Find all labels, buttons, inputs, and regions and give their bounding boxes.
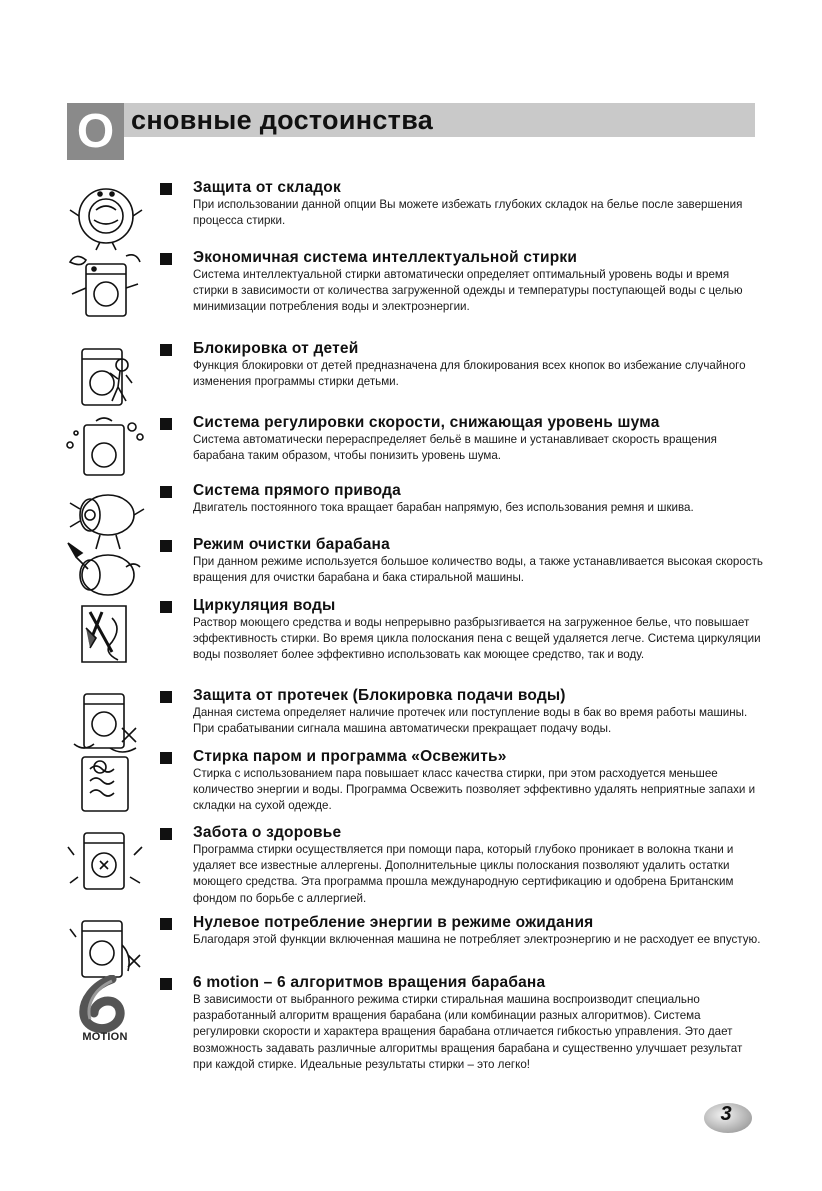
feature-description: Функция блокировки от детей предназначена для блокирования всех кнопок во избежание случайного изменения программы стирки детьми. [193, 359, 746, 389]
bullet-square [160, 253, 172, 265]
feature-title: Стирка паром и программа «Освежить» [193, 748, 507, 765]
bullet-square [160, 418, 172, 430]
health-care-icon [60, 825, 150, 897]
bullet-square [160, 828, 172, 840]
bullet-square [160, 601, 172, 613]
feature-title: Система прямого привода [193, 482, 401, 499]
water-circulation-icon [60, 598, 150, 670]
feature-description: Система автоматически перераспределяет бельё в машине и устанавливает скорость вращения барабана таким образом, чтобы понизить уровень шума. [193, 433, 717, 463]
steam-refresh-icon [60, 749, 150, 821]
feature-title: Режим очистки барабана [193, 536, 390, 553]
feature-description: Стирка с использованием пара повышает класс качества стирки, при этом расходуется меньшее количество энергии и воды. Программа Освежить позволяет эффективно удалять неприятные запахи и складки на сухой одежде. [193, 767, 756, 813]
bullet-square [160, 486, 172, 498]
feature-title: 6 motion – 6 алгоритмов вращения барабана [193, 974, 546, 991]
motion-label: MOTION [82, 1031, 128, 1043]
feature-description: Система интеллектуальной стирки автоматически определяет оптимальный уровень воды и время стирки в зависимости от количества загруженной одежды и температуры поступающей воды с целью минимизации потребления воды и электроэнергии. [193, 268, 743, 314]
bullet-square [160, 918, 172, 930]
feature-description: При использовании данной опции Вы можете избежать глубоких складок на белье после завершения процесса стирки. [193, 198, 743, 228]
feature-description: Двигатель постоянного тока вращает барабан напрямую, без использования ремня и шкива. [193, 501, 694, 514]
feature-title: Нулевое потребление энергии в режиме ожидания [193, 914, 594, 931]
bullet-square [160, 691, 172, 703]
smart-wash-icon [60, 250, 150, 322]
feature-title: Защита от складок [193, 179, 341, 196]
bullet-square [160, 978, 172, 990]
page-number: 3 [720, 1103, 732, 1125]
feature-description: Благодаря этой функции включенная машина не потребляет электроэнергию и не расходует ее впустую. [193, 933, 761, 946]
feature-title: Экономичная система интеллектуальной стирки [193, 249, 578, 266]
feature-title: Блокировка от детей [193, 340, 359, 357]
feature-description: Данная система определяет наличие протечек или поступление воды в бак во время работы машины. При срабатывании сигнала машина автоматически прекращает подачу воды. [193, 706, 748, 736]
feature-description: Раствор моющего средства и воды непрерывно разбрызгивается на загруженное белье, что повышает эффективность стирки. Во время цикла полоскания пена с вещей удаляется легче. Система циркуляции воды позволяет более эффективно использовать как моющее средство, так и воду. [193, 616, 761, 662]
bullet-square [160, 183, 172, 195]
bullet-square [160, 752, 172, 764]
feature-title: Система регулировки скорости, снижающая уровень шума [193, 414, 660, 431]
feature-title: Циркуляция воды [193, 597, 336, 614]
bullet-square [160, 540, 172, 552]
low-noise-icon [60, 415, 150, 487]
wrinkle-care-icon [60, 180, 150, 252]
feature-description: В зависимости от выбранного режима стирки стиральная машина воспроизводит специально разработанный алгоритм вращения барабана (или комбинации разных алгоритмов). Система регулировки скорости и характера вращения барабана отличается гибкостью управления. Это дает возможность задавать различные алгоритмы вращения барабана и существенно улучшает результат при каждой стирке. Идеальные результаты стирки – это легко! [193, 993, 743, 1071]
page-title: сновные достоинства [131, 105, 434, 135]
bullet-square [160, 344, 172, 356]
header-initial-letter: О [67, 103, 124, 160]
section-header [67, 103, 755, 160]
feature-description: При данном режиме используется большое количество воды, а также устанавливается высокая скорость вращения для очистки барабана и бака стиральной машины. [193, 555, 763, 585]
six-motion-icon [72, 975, 138, 1051]
feature-title: Защита от протечек (Блокировка подачи воды) [193, 687, 566, 704]
child-lock-icon [60, 341, 150, 413]
feature-title: Забота о здоровье [193, 824, 342, 841]
feature-description: Программа стирки осуществляется при помощи пара, который глубоко проникает в волокна ткани и удаляет все известные аллергены. Дополнительные циклы полоскания позволяют удалить остатки моющего средства. Эта программа прошла международную сертификацию и одобрена Британским фондом по борьбе с аллергией. [193, 843, 734, 905]
